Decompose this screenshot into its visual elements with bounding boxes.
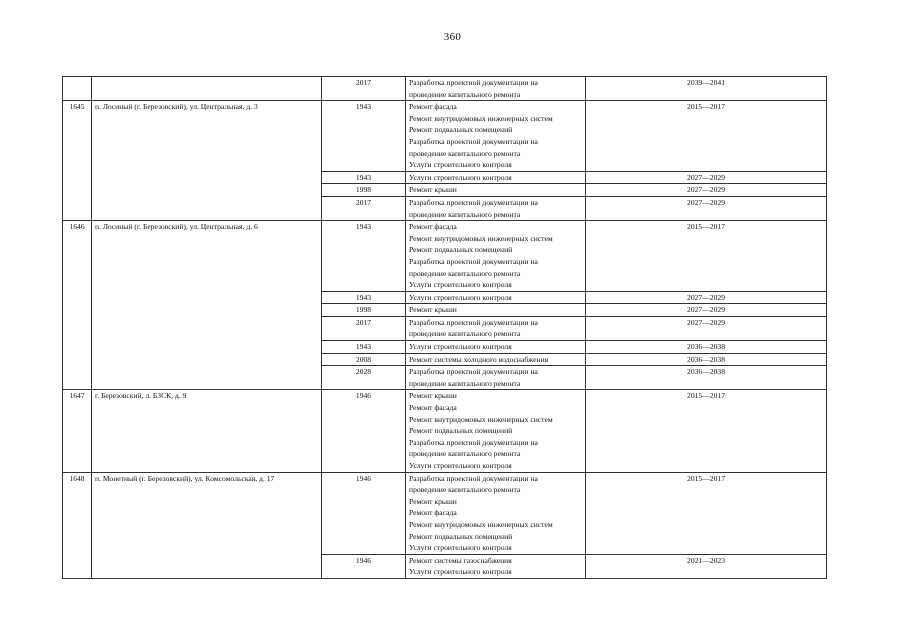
work-year: 2017 xyxy=(322,316,406,340)
work-item: Ремонт крыши xyxy=(409,496,457,506)
building-number xyxy=(63,77,92,101)
work-item: Ремонт внутридомовых инженерных систем xyxy=(409,233,553,243)
work-item: Ремонт системы газоснабжения xyxy=(409,555,512,565)
work-period: 2036—2038 xyxy=(586,341,827,354)
work-list xyxy=(406,77,586,101)
work-period: 2039—2041 xyxy=(586,77,827,101)
work-item: проведение капитального ремонта xyxy=(409,268,521,278)
table-row xyxy=(63,390,827,472)
building-number: 1646 xyxy=(63,221,92,390)
work-list xyxy=(406,101,586,172)
work-period: 2036—2038 xyxy=(586,366,827,390)
table-row xyxy=(63,221,827,292)
work-item: Разработка проектной документации на xyxy=(409,136,538,146)
work-year: 1946 xyxy=(322,390,406,472)
work-list xyxy=(406,554,586,578)
work-item: Ремонт внутридомовых инженерных систем xyxy=(409,113,553,123)
capital-repair-table xyxy=(62,76,827,579)
work-item: Разработка проектной документации на xyxy=(409,367,538,377)
building-number: 1645 xyxy=(63,101,92,221)
work-item: проведение капитального ремонта xyxy=(409,148,521,158)
work-period: 2027—2029 xyxy=(586,316,827,340)
work-list xyxy=(406,366,586,390)
page-number: 360 xyxy=(443,31,462,43)
work-year: 2028 xyxy=(322,366,406,390)
work-list xyxy=(406,304,586,317)
work-item: проведение капитального ремонта xyxy=(409,329,521,339)
building-address: п. Лосиный (г. Березовский), ул. Центральная, д. 6 xyxy=(92,221,322,390)
work-list xyxy=(406,221,586,292)
work-item: Услуги строительного контроля xyxy=(409,172,512,182)
work-item: Ремонт внутридомовых инженерных систем xyxy=(409,519,553,529)
work-item: Разработка проектной документации на xyxy=(409,78,538,87)
work-item: Разработка проектной документации на xyxy=(409,473,538,483)
work-year: 1943 xyxy=(322,171,406,184)
building-address: п. Лосиный (г. Березовский), ул. Центральная, д. 3 xyxy=(92,101,322,221)
work-item: Ремонт подвальных помещений xyxy=(409,125,513,135)
work-item: проведение капитального ремонта xyxy=(409,209,521,219)
work-list xyxy=(406,353,586,366)
work-year: 1946 xyxy=(322,472,406,554)
building-address xyxy=(92,77,322,101)
work-year: 1943 xyxy=(322,291,406,304)
work-year: 1946 xyxy=(322,554,406,578)
work-year: 1943 xyxy=(322,341,406,354)
table-row xyxy=(63,77,827,101)
work-item: Разработка проектной документации на xyxy=(409,437,538,447)
work-period: 2015—2017 xyxy=(586,472,827,554)
work-list xyxy=(406,390,586,472)
work-year: 1943 xyxy=(322,101,406,172)
work-item: Услуги строительного контроля xyxy=(409,160,512,170)
work-list xyxy=(406,316,586,340)
work-period: 2015—2017 xyxy=(586,101,827,172)
work-item: Ремонт фасада xyxy=(409,508,457,518)
work-item: Ремонт крыши xyxy=(409,305,457,315)
work-year: 1998 xyxy=(322,304,406,317)
work-item: Разработка проектной документации на xyxy=(409,256,538,266)
work-item: проведение капитального ремонта xyxy=(409,449,521,459)
building-number: 1648 xyxy=(63,472,92,578)
building-number: 1647 xyxy=(63,390,92,472)
work-period: 2027—2029 xyxy=(586,304,827,317)
work-item: проведение капитального ремонта xyxy=(409,378,521,388)
work-item: Ремонт внутридомовых инженерных систем xyxy=(409,414,553,424)
work-item: Ремонт системы холодного водоснабжения xyxy=(409,354,549,364)
work-item: Ремонт крыши xyxy=(409,391,457,401)
work-item: Разработка проектной документации на xyxy=(409,317,538,327)
building-address: п. Монетный (г. Березовский), ул. Комсомольская, д. 17 xyxy=(92,472,322,578)
work-item: Ремонт фасада xyxy=(409,222,457,232)
work-item: проведение капитального ремонта xyxy=(409,485,521,495)
work-period: 2027—2029 xyxy=(586,171,827,184)
table-row xyxy=(63,472,827,554)
work-period: 2027—2029 xyxy=(586,291,827,304)
table-body xyxy=(63,77,827,579)
work-list xyxy=(406,472,586,554)
work-item: Услуги строительного контроля xyxy=(409,292,512,302)
building-address: г. Березовский, л. БЗСК, д. 9 xyxy=(92,390,322,472)
work-item: проведение капитального ремонта xyxy=(409,89,521,99)
work-list xyxy=(406,171,586,184)
work-year: 1998 xyxy=(322,184,406,197)
work-item: Ремонт фасада xyxy=(409,102,457,112)
work-item: Ремонт подвальных помещений xyxy=(409,245,513,255)
work-period: 2027—2029 xyxy=(586,196,827,220)
work-item: Услуги строительного контроля xyxy=(409,461,512,470)
work-list xyxy=(406,291,586,304)
work-list xyxy=(406,196,586,220)
work-item: Ремонт фасада xyxy=(409,403,457,413)
work-period: 2015—2017 xyxy=(586,221,827,292)
work-period: 2015—2017 xyxy=(586,390,827,472)
work-item: Услуги строительного контроля xyxy=(409,342,512,352)
work-list xyxy=(406,341,586,354)
work-period: 2036—2038 xyxy=(586,353,827,366)
work-year: 2017 xyxy=(322,77,406,101)
work-item: Ремонт подвальных помещений xyxy=(409,426,513,436)
work-item: Услуги строительного контроля xyxy=(409,567,512,577)
work-period: 2021—2023 xyxy=(586,554,827,578)
work-item: Ремонт крыши xyxy=(409,185,457,195)
work-item: Услуги строительного контроля xyxy=(409,543,512,553)
work-item: Услуги строительного контроля xyxy=(409,280,512,290)
work-period: 2027—2029 xyxy=(586,184,827,197)
work-year: 2017 xyxy=(322,196,406,220)
work-item: Ремонт подвальных помещений xyxy=(409,531,513,541)
work-year: 1943 xyxy=(322,221,406,292)
work-item: Разработка проектной документации на xyxy=(409,197,538,207)
work-year: 2008 xyxy=(322,353,406,366)
table-row xyxy=(63,101,827,172)
work-list xyxy=(406,184,586,197)
